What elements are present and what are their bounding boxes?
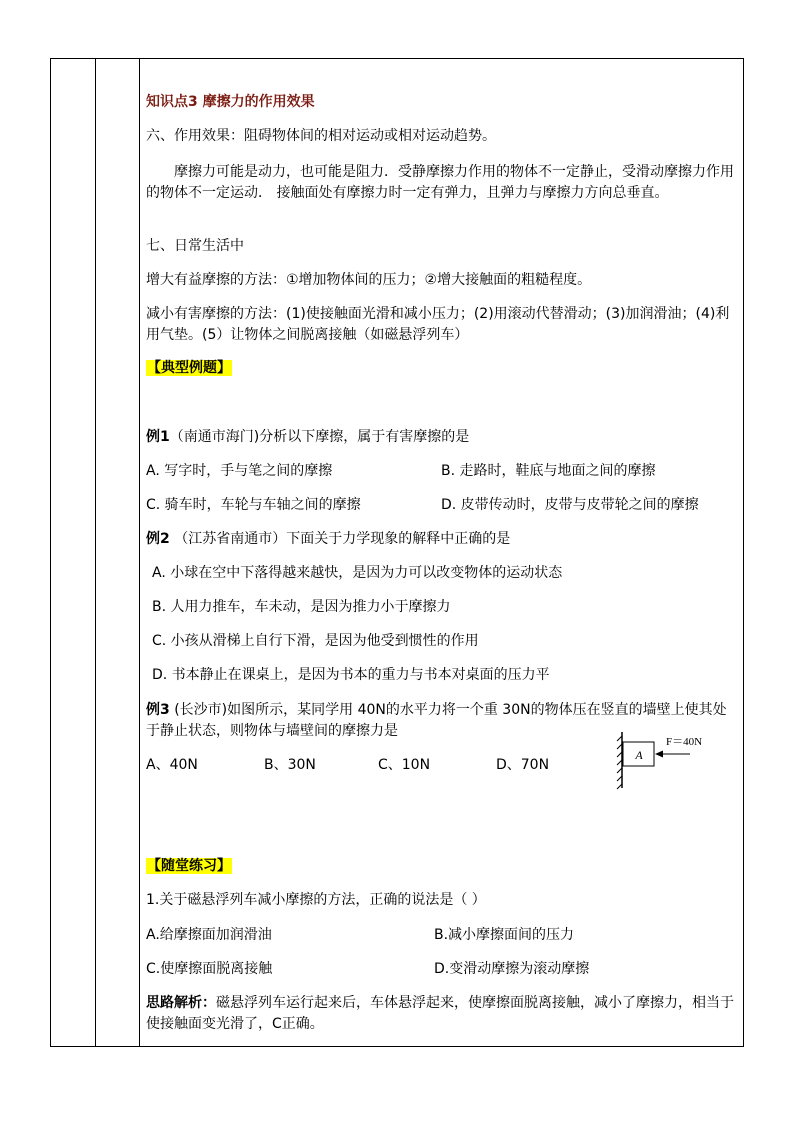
example-1-question [146,429,469,446]
practice-1-option-c: C.使摩擦面脱离接触 [146,961,273,977]
example-3-option-a: A、40N [146,757,198,773]
practice-tag [146,858,232,875]
example-3-label: 例3 [146,702,170,718]
example-3-option-b: B、30N [264,757,316,773]
example-2-option-c: C. 小孩从滑梯上自行下滑，是因为他受到惯性的作用 [152,633,479,649]
examples-tag-label: 【典型例题】 [147,360,231,376]
block-label: A [635,748,643,762]
example-3-option-d: D、70N [496,757,550,773]
force-arrow-head [655,751,663,758]
practice-1-option-b: B.减小摩擦面间的压力 [434,927,575,943]
example-2-option-d: D. 书本静止在课桌上，是因为书本的重力与书本对桌面的压力平 [152,667,550,683]
daily-life-heading: 七、日常生活中 [146,238,244,254]
practice-1-question: 1.关于磁悬浮列车减小摩擦的方法，正确的说法是（ ） [146,892,486,908]
force-label: F＝40N [666,736,703,748]
example-1-option-c: C. 骑车时，车轮与车轴之间的摩擦 [146,497,361,513]
example-2-question [146,531,510,548]
example-1-option-d: D. 皮带传动时，皮带与皮带轮之间的摩擦 [441,497,699,513]
analysis-text: 磁悬浮列车运行起来后，车体悬浮起来，使摩擦面脱离接触，减小了摩擦力，相当于使接触面变光滑了，C正确。 [146,995,734,1032]
practice-1-option-d: D.变滑动摩擦为滚动摩擦 [434,961,590,977]
friction-paragraph: 摩擦力可能是动力，也可能是阻力．受静摩擦力作用的物体不一定静止，受滑动摩擦力作用的物体不一定运动． 接触面处有摩擦力时一定有弹力，且弹力与摩擦力方向总垂直。 [146,164,734,201]
examples-tag [146,360,232,377]
example-2-option-b: B. 人用力推车，车未动，是因为推力小于摩擦力 [152,599,451,615]
effect-line: 六、作用效果：阻碍物体间的相对运动或相对运动趋势。 [146,128,496,144]
example-1-text: （南通市海门)分析以下摩擦，属于有害摩擦的是 [169,429,470,445]
example-2-text: （江苏省南通市）下面关于力学现象的解释中正确的是 [169,531,511,547]
example-2-label: 例2 [146,531,170,547]
example-3-text: (长沙市)如图所示，某同学用 40N的水平力将一个重 30N的物体压在竖直的墙壁上使其处于静止状态，则物体与墙壁间的摩擦力是 [146,702,727,739]
analysis-label: 思路解析： [146,995,216,1011]
column-divider-2 [139,59,140,1046]
practice-tag-label: 【随堂练习】 [147,858,231,874]
example-3-option-c: C、10N [378,757,431,773]
practice-1-option-a: A.给摩擦面加润滑油 [146,927,272,943]
example-1-label: 例1 [146,429,170,445]
example-1-option-a: A. 写字时，手与笔之间的摩擦 [146,463,333,479]
increase-friction-line: 增大有益摩擦的方法：①增加物体间的压力；②增大接触面的粗糙程度。 [146,272,592,288]
example-1-option-b: B. 走路时，鞋底与地面之间的摩擦 [441,463,656,479]
wall-force-diagram [614,728,718,792]
reduce-friction-paragraph: 减小有害摩擦的方法：(1)使接触面光滑和减小压力；(2)用滚动代替滑动；(3)加润滑油；(4)利用气垫。(5）让物体之间脱离接触（如磁悬浮列车） [146,306,730,343]
example-2-option-a: A. 小球在空中下落得越来越快，是因为力可以改变物体的运动状态 [152,565,563,581]
section-title: 知识点3 摩擦力的作用效果 [146,94,315,110]
column-divider-1 [95,59,96,1046]
practice-1-analysis [146,993,738,1035]
